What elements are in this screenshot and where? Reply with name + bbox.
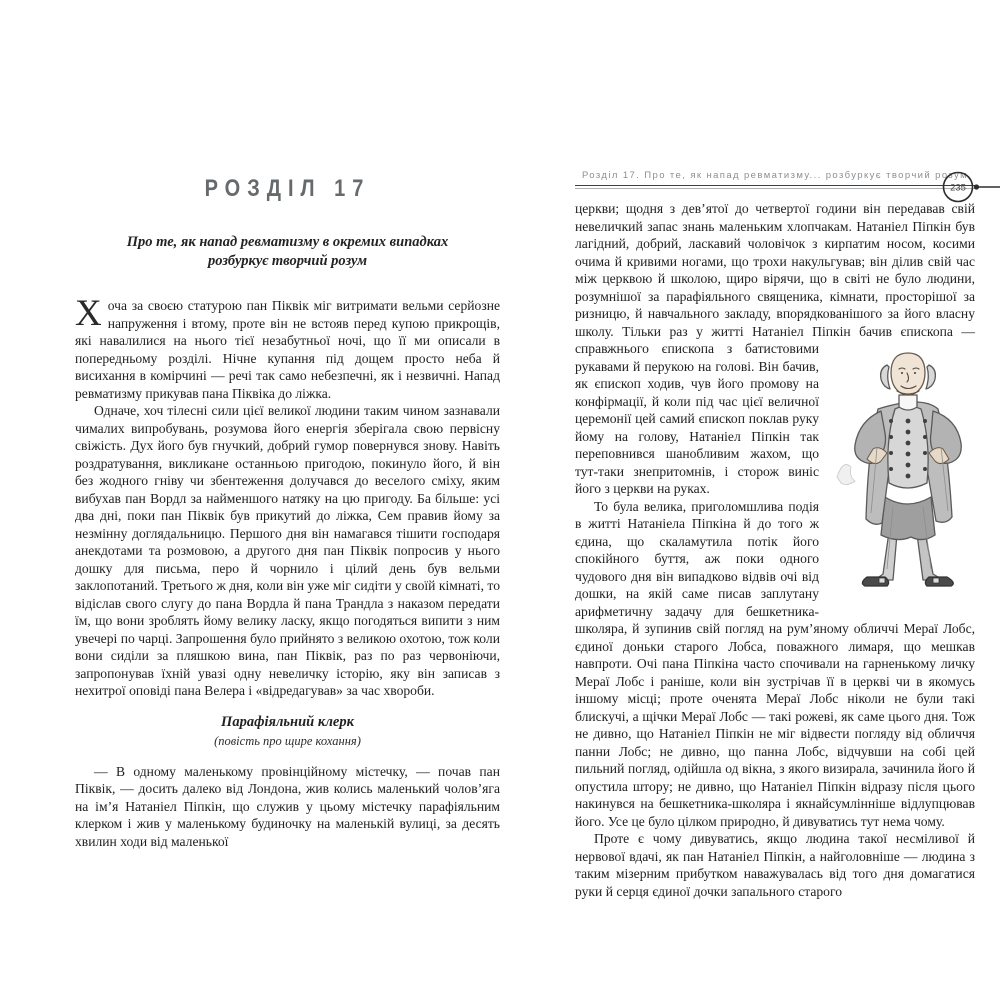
- portly-clergyman-illustration: [829, 347, 987, 599]
- paragraph: [75, 293, 500, 402]
- running-head-rule: [575, 185, 975, 189]
- running-head: Розділ 17. Про те, як напад ревматизму... розбуркує творчий розум: [581, 170, 969, 181]
- paragraph: церкви; щодня з девʼятої до четвертої години він передавав свій невеличкий запас знань маленьким хлопчакам. Натаніел Піпкін був лагідний, добрий, ласкавий чоловічок з кирпатим носом, косими очима й кривими ногами, що трохи накульгував; він ділив свій час між церквою й школою, щиро вірячи, що в світі не було людини, розумнішої за парафіяльного священика, кімнати, просторішої за ризницю, й навчального закладу, впорядкованішого за його власну школу. Тільки раз у житті Натаніел Піпкін бачив єпископа — справжнього єпископа з батистовими рукавами й перукою на голові. Він бачив, як єпископ ходив, чув його промову на конфірмації, й коли під час цієї величної церемонії цей самий єпископ поклав руку йому на голову, Натаніел Піпкін так переповнився шанобливим жахом, що тут-таки знепритомнів, і сторож виніс його з церкви на руках.: [575, 201, 975, 496]
- story-heading: [75, 714, 500, 751]
- paragraph: Проте є чому дивуватись, якщо людина такої несміливої й нервової вдачі, як пан Натаніел Піпкін, а найголовніше — людина з таким мізерним прибутком наважувалась від того дня домагатися руки й серця єдиної дочки запального старого: [575, 831, 975, 899]
- chapter-number-heading: РОЗДІЛ 17: [204, 176, 371, 202]
- paragraph-text: оча за своєю статурою пан Піквік міг витримати вельми серйозне напруження і втому, проте він не встояв перед купою прикрощів, які навалилися на нього тієї незабутньої ночі, що її ми описали в попередньому розділі. Нічне купання під дощем просто неба й висихання в комірчині — речі так само небезпечні, як і незвичні. Напад ревматизму прикував пана Піквіка до ліжка.: [75, 298, 500, 401]
- chapter-subtitle-line2: розбуркує творчий розум: [207, 253, 368, 269]
- left-page: [75, 170, 500, 850]
- paragraph: Одначе, хоч тілесні сили цієї великої людини таким чином зазнавали чималих випробувань, розумова його енергія зберігала свою первісну свіжість. Дух його був гнучкий, добрий гумор повернувся знову. Навіть роздратування, викликане останньою пригодою, покинуло його, й він без жодного гніву чи збентеження долучався до веселого сміху, яким вибухав пан Вордл за найменшого натяку на цю пригоду. Ба більше: усі два дні, поки пан Піквік був прикутий до ліжка, Сем правив йому за незмінну доглядальницю. Першого дня він намагався тішити господаря анекдотами та розмовою, а другого дня пан Піквік попросив у нього дошку для письма, перо й чорнило і цілий день був вельми заклопотаний. Третього ж дня, коли він уже міг сидіти у своїй кімнаті, то відіслав свого слугу до пана Вордла й пана Трандла з наказом передати їм, що вони зроблять йому велику ласку, якщо погодяться випити з ним увечері по чарці. Запрошення було прийнято з великою охотою, тож коли вони сиділи за пляшкою вина, пан Піквік, раз по раз червоніючи, запропонував їхній увазі одну невеличку історію, яку він записав з нехитрої оповіді пана Велера і «відредагував» за час хвороби.: [75, 403, 500, 698]
- chapter-subtitle: [75, 233, 500, 271]
- right-page-body: [575, 200, 975, 900]
- right-page: [575, 170, 975, 900]
- chapter-subtitle-line1: Про те, як напад ревматизму в окремих випадках: [126, 234, 449, 250]
- paragraph: — В одному маленькому провінційному містечку, — почав пан Піквік, — досить далеко від Лондона, жив колись маленький чоловʼяга на імʼя Натаніел Піпкін, що служив у цьому містечку парафіяльним клерком і жив у маленькому будиночку на маленькій вулиці, за десять хвилин ходи від маленької: [75, 763, 500, 849]
- left-page-body: [75, 293, 500, 850]
- story-subtitle: (повість про щире кохання): [214, 734, 361, 748]
- page-number-badge: [938, 167, 1000, 207]
- page-number-text: 235: [950, 182, 966, 194]
- paragraph: То була велика, приголомшлива подія в житті Натаніела Піпкіна й до того ж єдина, що скаламутила потік його спокійного буття, аж поки одного чудового дня він випадково відвів очі від дошки, на якій саме писав заплутану арифметичну задачу для бешкетника-школяра, й зупинив свій погляд на румʼяному обличчі Мераї Лобс, єдиної доньки старого Лобса, поважного лимаря, що мешкав навпроти. Очі пана Піпкіна часто спочивали на гарненькому личку Мераї Лобс і раніше, коли він зустрічав її в церкві чи в якомусь іншому місці; проте оченята Мераї Лобс ніколи не були такі блискучі, а щічки Мераї Лобс — такі рожеві, як саме цього дня. Тож не дивно, що Натаніел Піпкін не міг відвести погляду від обличчя панни Лобс; не дивно, що панна Лобс, відчувши на собі цей пильний погляд, одійшла од вікна, з якого визирала, зачинила його й опустила штору; не дивно, що Натаніел Піпкін відразу після цього накинувся на бешкетника-школяра і якнайсумлінніше відлупцював його. Усе це було цілком природно, й дивуватись тут нема чому.: [575, 498, 975, 829]
- story-title: Парафіяльний клерк: [221, 713, 354, 730]
- drop-cap: Х: [75, 293, 102, 334]
